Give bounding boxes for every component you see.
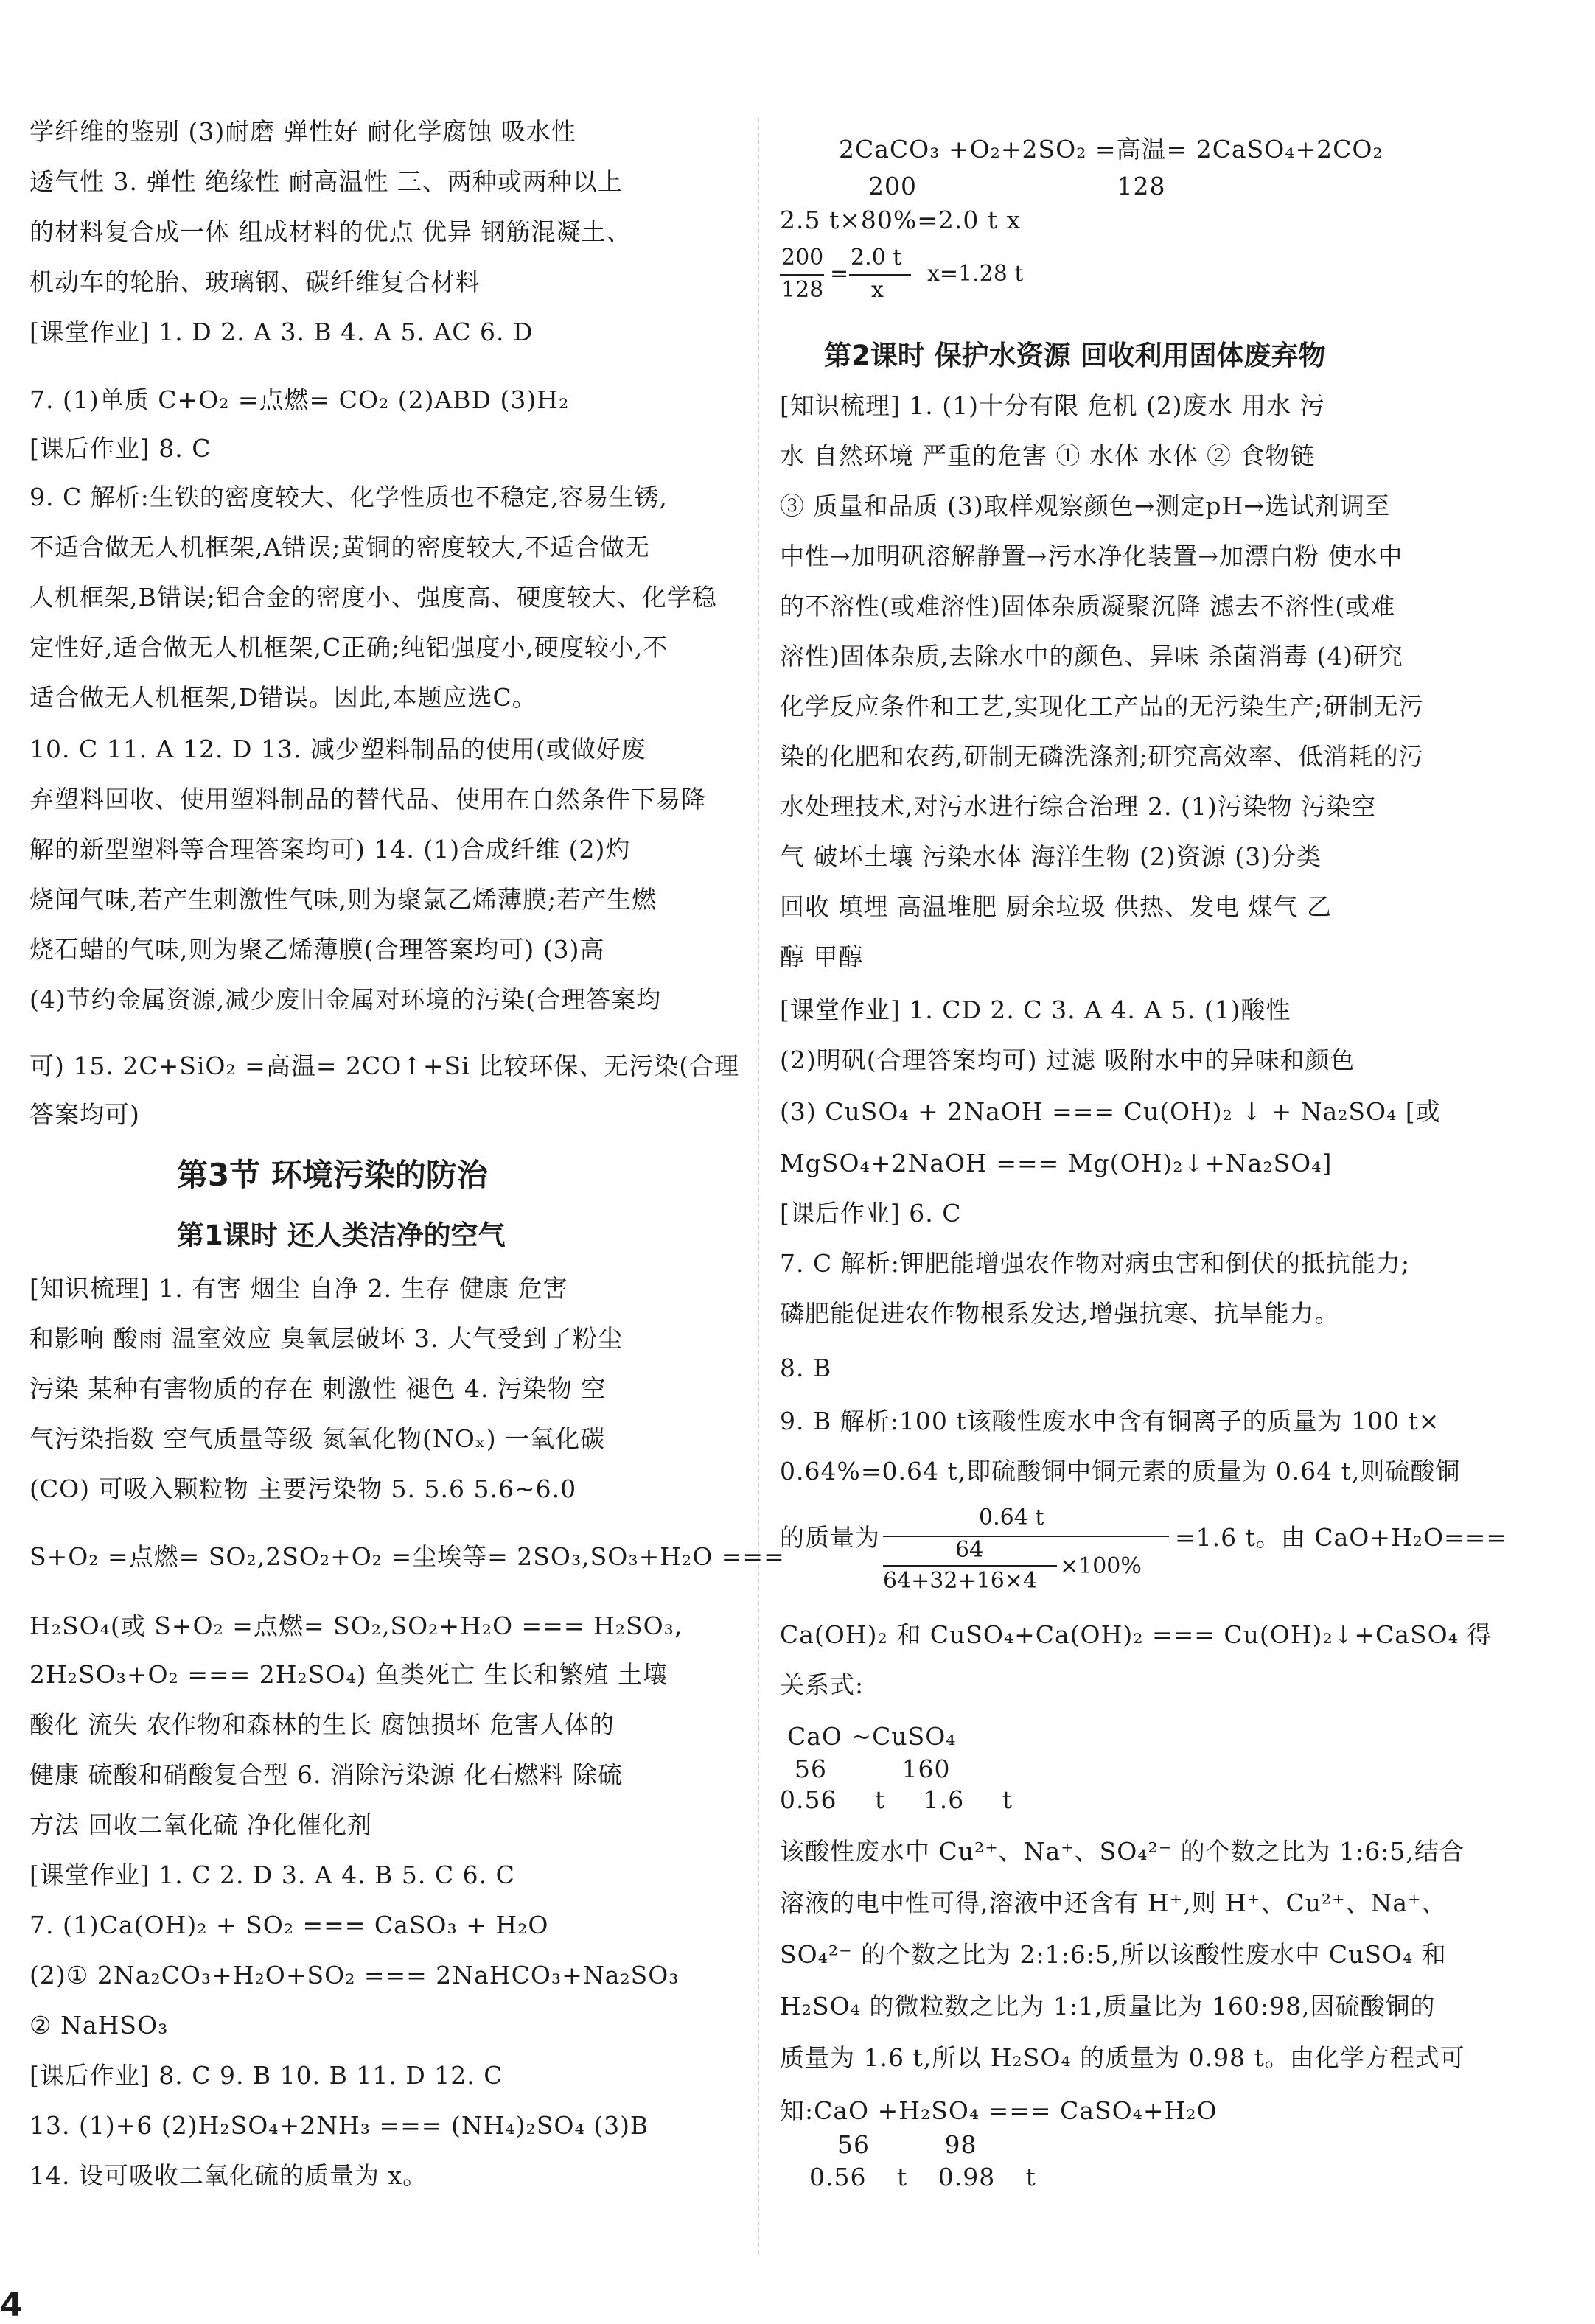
text-line: 溶性)固体杂质,去除水中的颜色、异味 杀菌消毒 (4)研究 bbox=[780, 642, 1404, 671]
text-line: [课后作业] 8. C bbox=[29, 434, 212, 463]
text-line: 溶液的电中性可得,溶液中还含有 H⁺,则 H⁺、Cu²⁺、Na⁺、 bbox=[780, 1889, 1447, 1917]
text-line: [知识梳理] 1. (1)十分有限 危机 (2)废水 用水 污 bbox=[780, 391, 1325, 420]
text-line: S+O₂ =点燃= SO₂,2SO₂+O₂ =尘埃等= 2SO₃,SO₃+H₂O === bbox=[29, 1542, 785, 1571]
text-line: 知:CaO +H₂SO₄ === CaSO₄+H₂O bbox=[780, 2096, 1218, 2125]
equation-line: CaO ~CuSO₄ bbox=[787, 1722, 957, 1751]
text-line: 气 破坏土壤 污染水体 海洋生物 (2)资源 (3)分类 bbox=[780, 842, 1322, 871]
text-line: 污染 某种有害物质的存在 刺激性 褪色 4. 污染物 空 bbox=[29, 1374, 607, 1403]
text-line: 答案均可) bbox=[29, 1100, 140, 1129]
lesson-title: 第2课时 保护水资源 回收利用固体废弃物 bbox=[824, 340, 1326, 371]
text-line: 14. 设可吸收二氧化硫的质量为 x。 bbox=[29, 2161, 428, 2190]
text-line: 13. (1)+6 (2)H₂SO₄+2NH₃ === (NH₄)₂SO₄ (3)B bbox=[29, 2111, 649, 2140]
text-line: 人机框架,B错误;铝合金的密度小、强度高、硬度较大、化学稳 bbox=[29, 583, 717, 612]
text-line: 9. C 解析:生铁的密度较大、化学性质也不稳定,容易生锈, bbox=[29, 483, 668, 511]
percent-suffix: ×100% bbox=[1060, 1553, 1142, 1579]
text-line: 7. (1)单质 C+O₂ =点燃= CO₂ (2)ABD (3)H₂ bbox=[29, 385, 570, 414]
equation-line: 2.5 t×80%=2.0 t x bbox=[780, 206, 1022, 234]
text-line: 和影响 酸雨 温室效应 臭氧层破坏 3. 大气受到了粉尘 bbox=[29, 1324, 623, 1353]
fraction-numerator: 0.64 t bbox=[979, 1505, 1044, 1530]
text-line: 机动车的轮胎、玻璃钢、碳纤维复合材料 bbox=[29, 267, 481, 296]
text-line: 烧闻气味,若产生刺激性气味,则为聚氯乙烯薄膜;若产生燃 bbox=[29, 885, 657, 914]
text-line: 的不溶性(或难溶性)固体杂质凝聚沉降 滤去不溶性(或难 bbox=[780, 592, 1396, 620]
equation-line: 200 128 bbox=[868, 172, 1166, 200]
text-line: MgSO₄+2NaOH === Mg(OH)₂↓+Na₂SO₄] bbox=[780, 1149, 1333, 1177]
equation-line: 2CaCO₃ +O₂+2SO₂ =高温= 2CaSO₄+2CO₂ bbox=[839, 135, 1383, 164]
text-line: 烧石蜡的气味,则为聚乙烯薄膜(合理答案均可) (3)高 bbox=[29, 935, 605, 964]
text-line: [课后作业] 8. C 9. B 10. B 11. D 12. C bbox=[29, 2061, 503, 2090]
text-line: ③ 质量和品质 (3)取样观察颜色→测定pH→选试剂调至 bbox=[780, 491, 1390, 520]
text-line: 定性好,适合做无人机框架,C正确;纯铝强度小,硬度较小,不 bbox=[29, 633, 669, 662]
text-line: 0.64%=0.64 t,即硫酸铜中铜元素的质量为 0.64 t,则硫酸铜 bbox=[780, 1457, 1461, 1485]
text-line: 化学反应条件和工艺,实现化工产品的无污染生产;研制无污 bbox=[780, 692, 1424, 721]
text-line: 透气性 3. 弹性 绝缘性 耐高温性 三、两种或两种以上 bbox=[29, 167, 623, 196]
fraction-after: =1.6 t。由 CaO+H₂O=== bbox=[1175, 1523, 1508, 1552]
text-line: 方法 回收二氧化硫 净化催化剂 bbox=[29, 1810, 372, 1839]
text-line: 可) 15. 2C+SiO₂ =高温= 2CO↑+Si 比较环保、无污染(合理 bbox=[29, 1051, 740, 1080]
text-line: H₂SO₄(或 S+O₂ =点燃= SO₂,SO₂+H₂O === H₂SO₃, bbox=[29, 1611, 683, 1640]
text-line: 磷肥能促进农作物根系发达,增强抗寒、抗旱能力。 bbox=[780, 1299, 1340, 1328]
text-line: 回收 填埋 高温堆肥 厨余垃圾 供热、发电 煤气 乙 bbox=[780, 892, 1332, 921]
text-line: 中性→加明矾溶解静置→污水净化装置→加漂白粉 使水中 bbox=[780, 542, 1403, 570]
text-line: 9. B 解析:100 t该酸性废水中含有铜离子的质量为 100 t× bbox=[780, 1407, 1440, 1435]
text-line: (3) CuSO₄ + 2NaOH === Cu(OH)₂ ↓ + Na₂SO₄ [或 bbox=[780, 1097, 1441, 1126]
text-line: 染的化肥和农药,研制无磷洗涤剂;研究高效率、低消耗的污 bbox=[780, 742, 1424, 771]
fraction-numerator: 2.0 t bbox=[851, 245, 902, 270]
text-line: 2H₂SO₃+O₂ === 2H₂SO₄) 鱼类死亡 生长和繁殖 土壤 bbox=[29, 1660, 668, 1689]
text-line: [课后作业] 6. C bbox=[780, 1199, 962, 1228]
text-line: 弃塑料回收、使用塑料制品的替代品、使用在自然条件下易降 bbox=[29, 785, 706, 813]
fraction-denominator: 128 bbox=[781, 277, 824, 303]
text-line: SO₄²⁻ 的个数之比为 2:1:6:5,所以该酸性废水中 CuSO₄ 和 bbox=[780, 1940, 1447, 1969]
fraction-numerator: 200 bbox=[781, 245, 824, 270]
inner-denominator: 64+32+16×4 bbox=[883, 1568, 1038, 1594]
text-line: 7. (1)Ca(OH)₂ + SO₂ === CaSO₃ + H₂O bbox=[29, 1911, 549, 1939]
text-line: 10. C 11. A 12. D 13. 减少塑料制品的使用(或做好废 bbox=[29, 735, 646, 763]
text-line: 健康 硫酸和硝酸复合型 6. 消除污染源 化石燃料 除硫 bbox=[29, 1760, 623, 1789]
text-line: (2)① 2Na₂CO₃+H₂O+SO₂ === 2NaHCO₃+Na₂SO₃ bbox=[29, 1961, 680, 1989]
equals-sign: = bbox=[830, 261, 849, 287]
text-line: 的材料复合成一体 组成材料的优点 优异 钢筋混凝土、 bbox=[29, 217, 632, 246]
text-line: Ca(OH)₂ 和 CuSO₄+Ca(OH)₂ === Cu(OH)₂↓+CaSO₄ 得 bbox=[780, 1620, 1493, 1649]
lesson-title: 第1课时 还人类洁净的空气 bbox=[177, 1219, 506, 1251]
text-line: 学纤维的鉴别 (3)耐磨 弹性好 耐化学腐蚀 吸水性 bbox=[29, 117, 576, 146]
text-line: 8. B bbox=[780, 1354, 832, 1382]
fraction-prefix: 的质量为 bbox=[780, 1523, 880, 1552]
text-line: [课堂作业] 1. C 2. D 3. A 4. B 5. C 6. C bbox=[29, 1861, 515, 1889]
equation-line: 56 98 bbox=[837, 2130, 977, 2159]
inner-numerator: 64 bbox=[955, 1537, 984, 1563]
text-line: 7. C 解析:钾肥能增强农作物对病虫害和倒伏的抵抗能力; bbox=[780, 1249, 1410, 1278]
text-line: [课堂作业] 1. CD 2. C 3. A 4. A 5. (1)酸性 bbox=[780, 995, 1291, 1024]
text-line: 关系式: bbox=[780, 1670, 865, 1699]
page-number: 4 bbox=[0, 2286, 23, 2324]
text-line: H₂SO₄ 的微粒数之比为 1:1,质量比为 160:98,因硫酸铜的 bbox=[780, 1992, 1436, 2020]
text-line: 不适合做无人机框架,A错误;黄铜的密度较大,不适合做无 bbox=[29, 533, 650, 561]
equation-line: 0.56 t 1.6 t bbox=[780, 1785, 1013, 1814]
text-line: 醇 甲醇 bbox=[780, 942, 864, 971]
result-text: x=1.28 t bbox=[927, 261, 1024, 287]
text-line: 解的新型塑料等合理答案均可) 14. (1)合成纤维 (2)灼 bbox=[29, 835, 631, 864]
text-line: 质量为 1.6 t,所以 H₂SO₄ 的质量为 0.98 t。由化学方程式可 bbox=[780, 2043, 1465, 2072]
equation-line: 0.56 t 0.98 t bbox=[809, 2163, 1036, 2191]
text-line: 水处理技术,对污水进行综合治理 2. (1)污染物 污染空 bbox=[780, 792, 1377, 821]
text-line: [课堂作业] 1. D 2. A 3. B 4. A 5. AC 6. D bbox=[29, 318, 534, 346]
text-line: 适合做无人机框架,D错误。因此,本题应选C。 bbox=[29, 683, 537, 712]
text-line: (2)明矾(合理答案均可) 过滤 吸附水中的异味和颜色 bbox=[780, 1046, 1355, 1074]
section-title: 第3节 环境污染的防治 bbox=[177, 1157, 488, 1193]
column-divider bbox=[758, 118, 759, 2255]
text-line: 水 自然环境 严重的危害 ① 水体 水体 ② 食物链 bbox=[780, 441, 1316, 470]
fraction-bar bbox=[883, 1536, 1169, 1537]
text-line: [知识梳理] 1. 有害 烟尘 自净 2. 生存 健康 危害 bbox=[29, 1274, 568, 1303]
text-line: 该酸性废水中 Cu²⁺、Na⁺、SO₄²⁻ 的个数之比为 1:6:5,结合 bbox=[780, 1837, 1465, 1866]
text-line: (CO) 可吸入颗粒物 主要污染物 5. 5.6 5.6~6.0 bbox=[29, 1474, 577, 1503]
text-line: (4)节约金属资源,减少废旧金属对环境的污染(合理答案均 bbox=[29, 985, 662, 1014]
text-line: ② NaHSO₃ bbox=[29, 2011, 169, 2040]
fraction-denominator: x bbox=[871, 277, 884, 303]
text-line: 气污染指数 空气质量等级 氮氧化物(NOₓ) 一氧化碳 bbox=[29, 1424, 606, 1453]
equation-line: 56 160 bbox=[795, 1754, 951, 1783]
text-line: 酸化 流失 农作物和森林的生长 腐蚀损坏 危害人体的 bbox=[29, 1710, 615, 1739]
